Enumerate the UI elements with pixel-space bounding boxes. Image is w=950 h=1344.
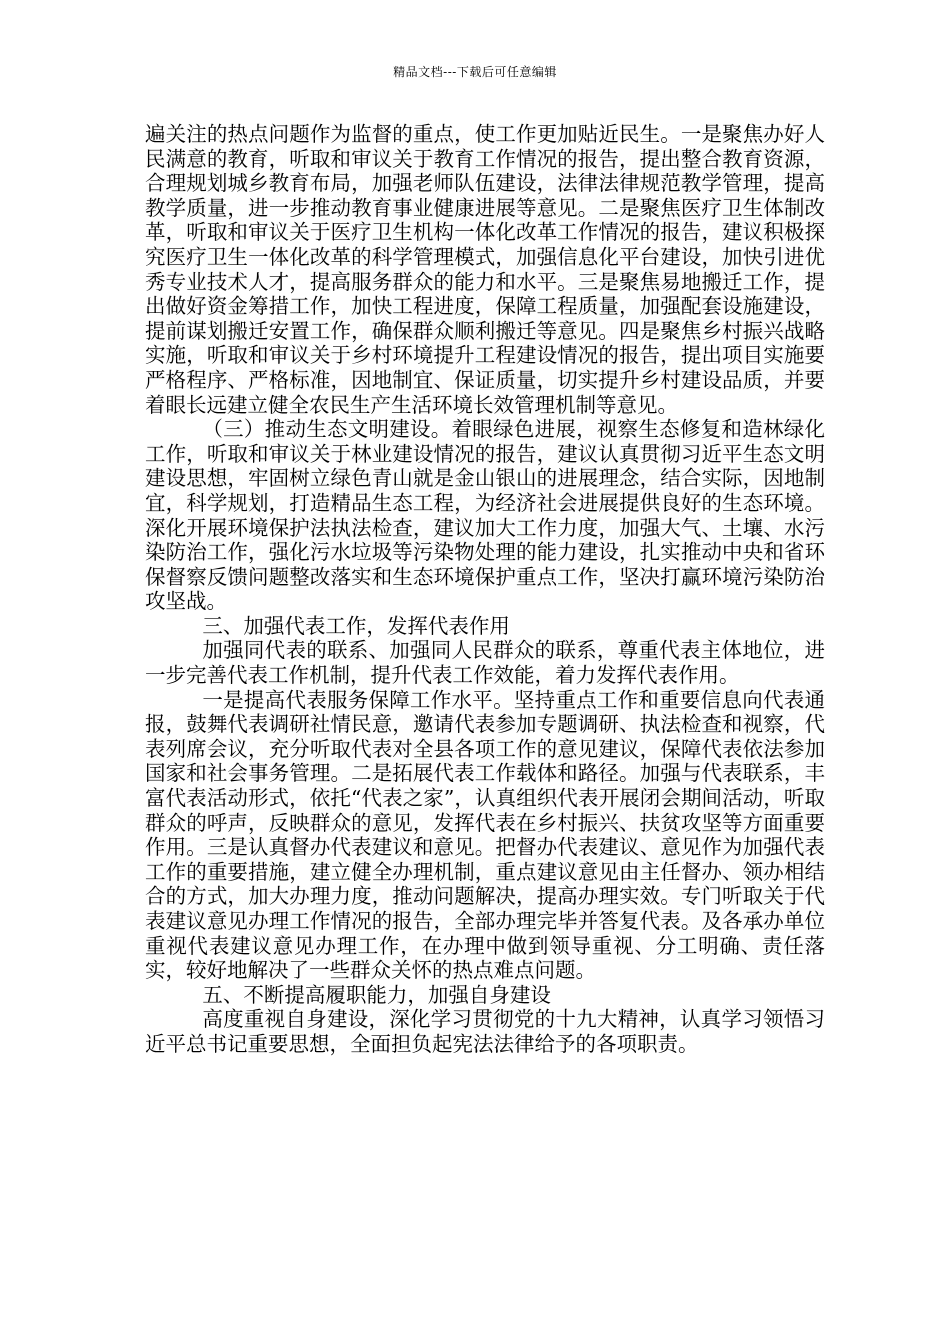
paragraph-self-building: 高度重视自身建设，深化学习贯彻党的十九大精神，认真学习领悟习近平总书记重要思想，全面担负起宪法法律给予的各项职责。 [145,1007,825,1056]
section-heading-self-building: 五、不断提高履职能力，加强自身建设 [202,982,551,1007]
paragraph-deputy-service: 一是提高代表服务保障工作水平。坚持重点工作和重要信息向代表通报，鼓舞代表调研社情民意，邀请代表参加专题调研、执法检查和视察，代表列席会议，充分听取代表对全县各项工作的意见建议，保障代表依法参加国家和社会事务管理。二是拓展代表工作载体和路径。加强与代表联系，丰富代表活动形式，依托“代表之家”，认真组织代表开展闭会期间活动，听取群众的呼声，反映群众的意见，发挥代表在乡村振兴、扶贫攻坚等方面重要作用。三是认真督办代表建议和意见。把督办代表建议、意见作为加强代表工作的重要措施，建立健全办理机制，重点建议意见由主任督办、领办相结合的方式，加大办理力度，推动问题解决，提高办理实效。专门听取关于代表建议意见办理工作情况的报告，全部办理完毕并答复代表。及各承办单位重视代表建议意见办理工作，在办理中做到领导重视、分工明确、责任落实，较好地解决了一些群众关怀的热点难点问题。 [145,687,825,983]
page-header: 精品文档---下载后可任意编辑 [393,65,557,79]
section-heading-deputy-work: 三、加强代表工作，发挥代表作用 [202,613,510,638]
paragraph-ecological-civilization: （三）推动生态文明建设。着眼绿色进展，视察生态修复和造林绿化工作，听取和审议关于林业建设情况的报告，建议认真贯彻习近平生态文明建设思想，牢固树立绿色青山就是金山银山的进展理念，结合实际，因地制宜，科学规划，打造精品生态工程，为经济社会进展提供良好的生态环境。深化开展环境保护法执法检查，建议加大工作力度，加强大气、土壤、水污染防治工作，强化污水垃圾等污染物处理的能力建设，扎实推动中央和省环保督察反馈问题整改落实和生态环境保护重点工作，坚决打赢环境污染防治攻坚战。 [145,417,825,614]
paragraph-deputy-intro: 加强同代表的联系、加强同人民群众的联系，尊重代表主体地位，进一步完善代表工作机制，提升代表工作效能，着力发挥代表作用。 [145,638,825,688]
paragraph-livelihood-supervision: 遍关注的热点问题作为监督的重点，使工作更加贴近民生。一是聚焦办好人民满意的教育，听取和审议关于教育工作情况的报告，提出整合教育资源，合理规划城乡教育布局，加强老师队伍建设，法律法律规范教学管理，提高教学质量，进一步推动教育事业健康进展等意见。二是聚焦医疗卫生体制改革，听取和审议关于医疗卫生机构一体化改革工作情况的报告，建议积极探究医疗卫生一体化改革的科学管理模式，加强信息化平台建设，加快引进优秀专业技术人才，提高服务群众的能力和水平。三是聚焦易地搬迁工作，提出做好资金筹措工作，加快工程进度，保障工程质量，加强配套设施建设，提前谋划搬迁安置工作，确保群众顺利搬迁等意见。四是聚焦乡村振兴战略实施，听取和审议关于乡村环境提升工程建设情况的报告，提出项目实施要严格程序、严格标准，因地制宜、保证质量，切实提升乡村建设品质，并要着眼长远建立健全农民生产生活环境长效管理机制等意见。 [145,122,825,417]
document-body [145,122,825,1057]
